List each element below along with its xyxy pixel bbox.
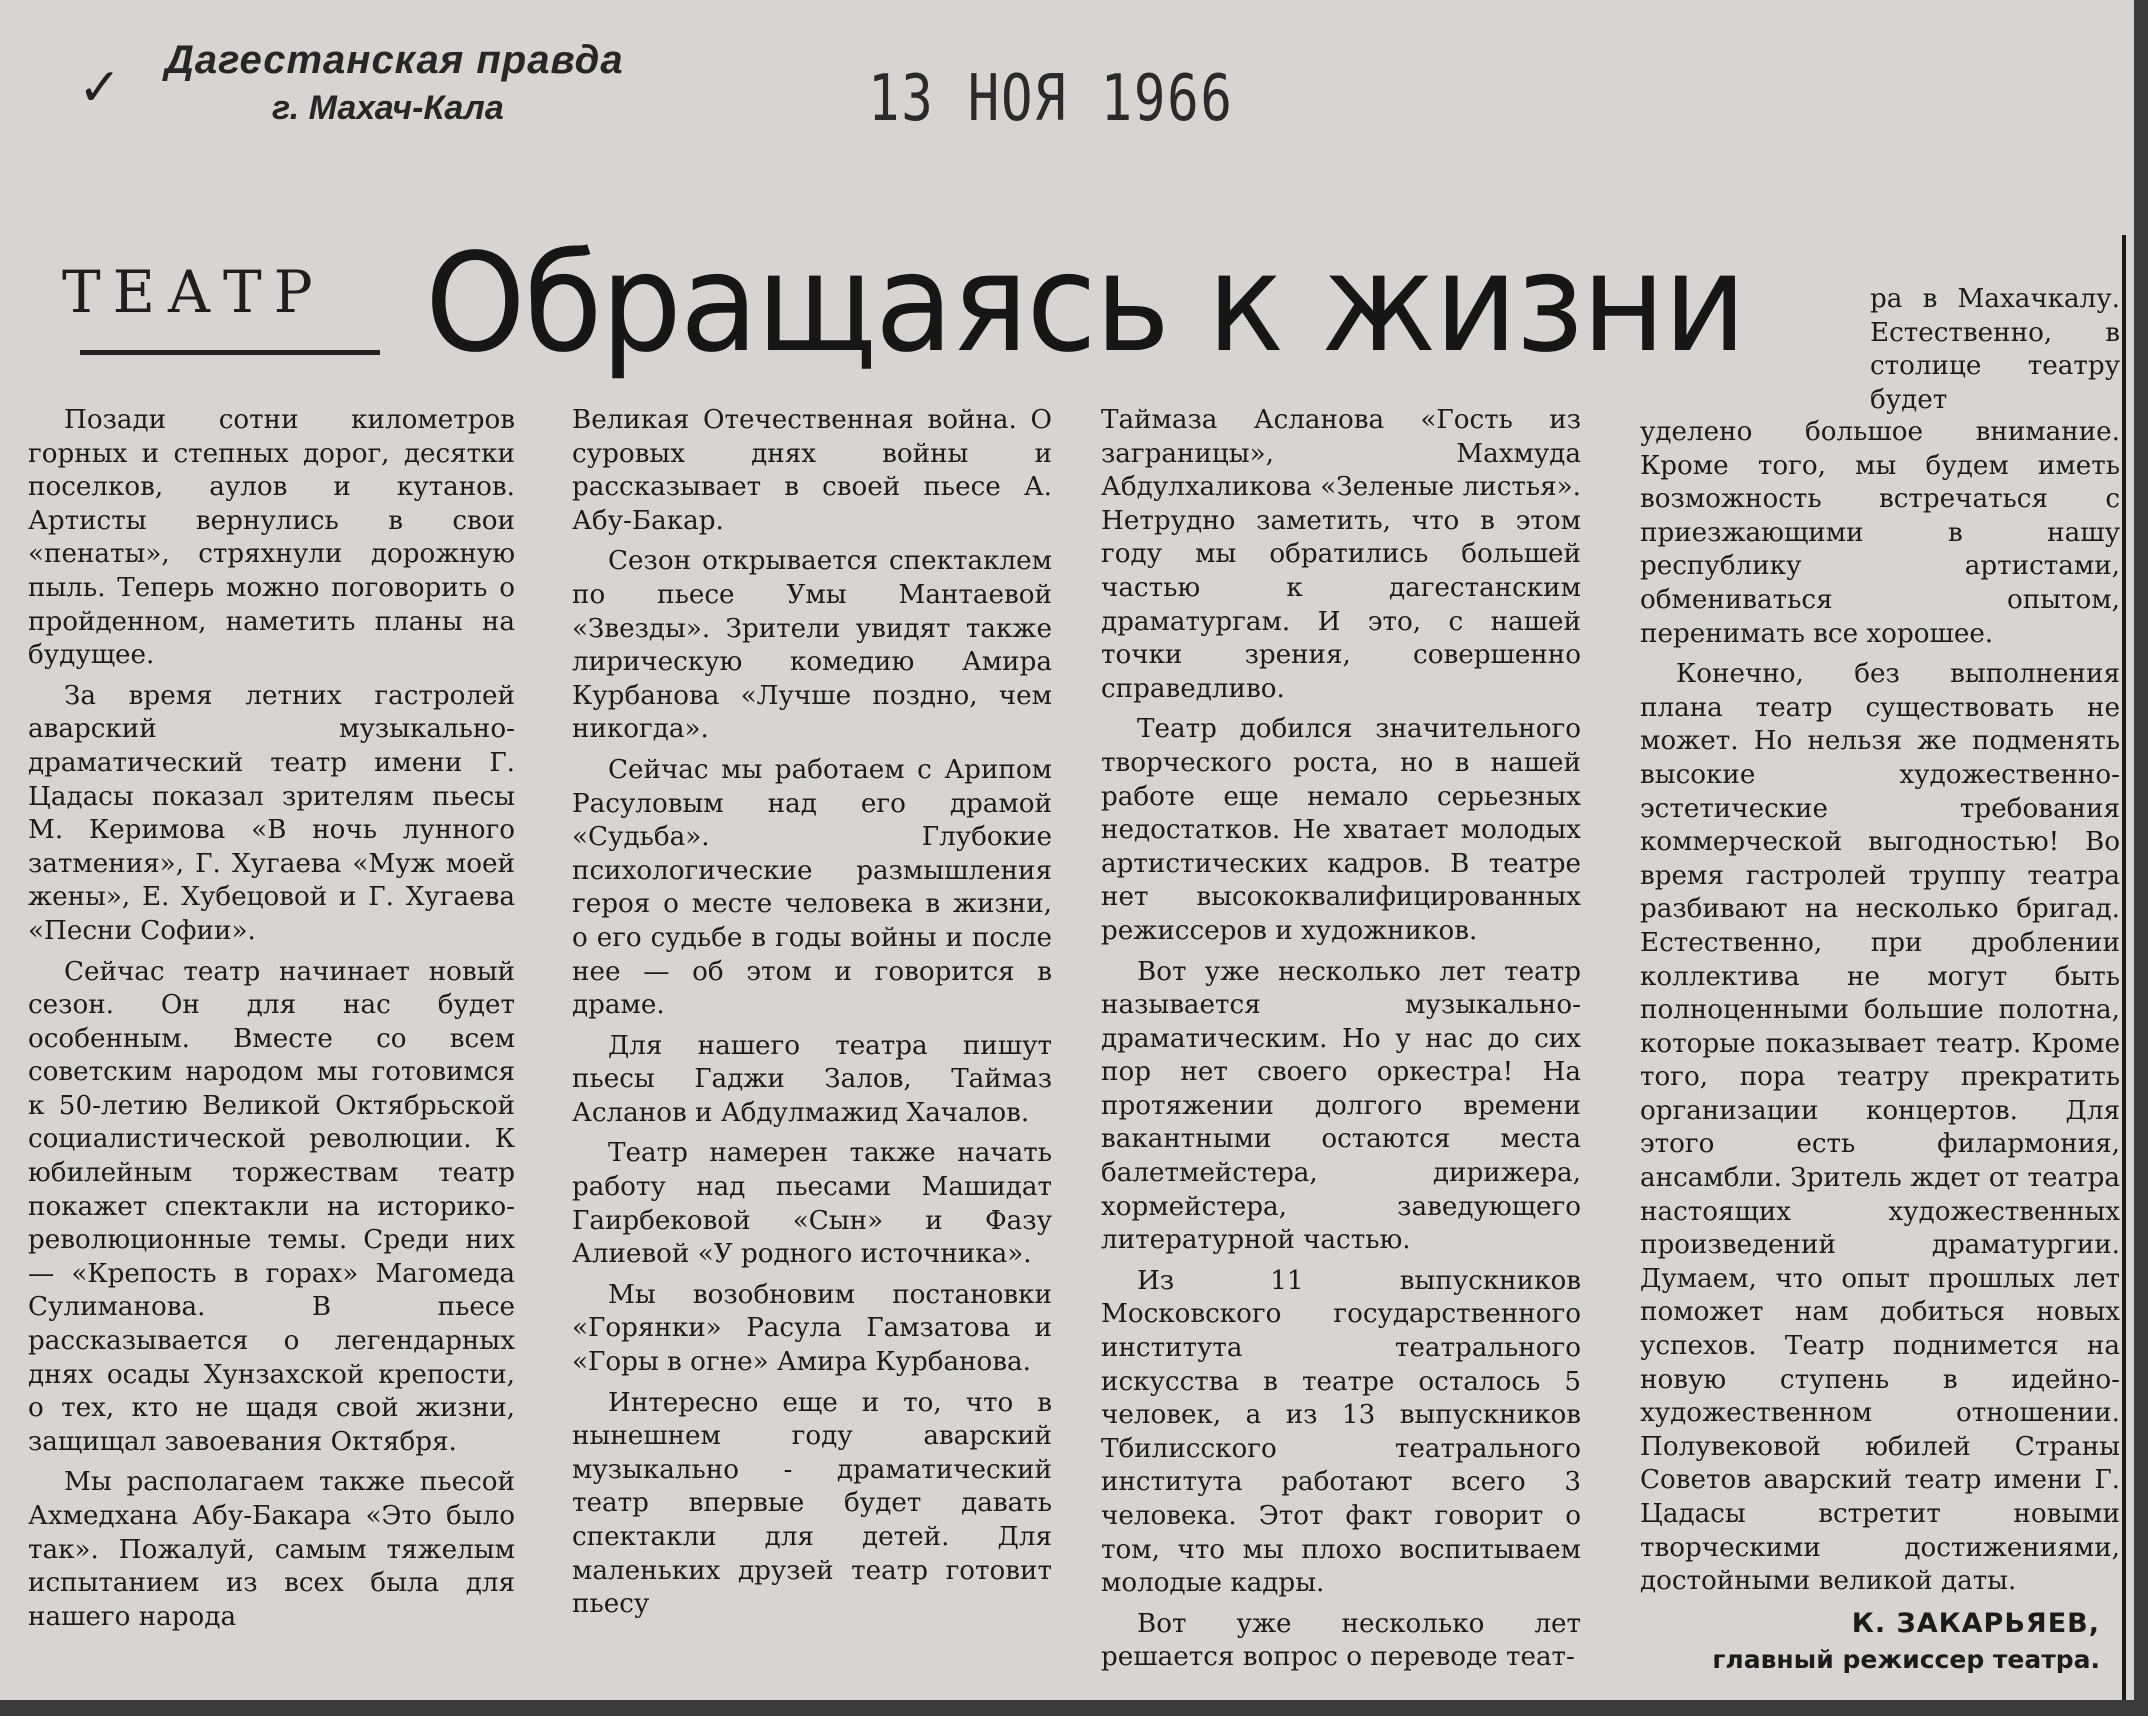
article-column-4 [1640,416,2120,1606]
paragraph: Интересно еще и то, что в нынешнем году аварский музыкально - драматический театр впервые будет давать спектакли для детей. Для маленьких друзей театр готовит пьесу [572,1387,1052,1620]
paragraph: Мы располагаем также пьесой Ахмедхана Абу-Бакара «Это было так». Пожалуй, самым тяжелым испытанием из всех была для нашего народа [28,1467,515,1632]
paragraph: Конечно, без выполнения плана театр существовать не может. Но нельзя же подменять высокие художественно-эстетические требования коммерческой выгодностью! Во время гастролей труппу театра разбивают на несколько бригад. Естественно, при дроблении коллектива не могут быть полноценными большие полотна, которые показывает театр. Кроме того, пора театру прекратить организации концертов. Для этого есть филармония, ансамбли. Зритель ждет от театра настоящих художественных произведений драматургии. Думаем, что опыт прошлых лет поможет нам добиться новых успехов. Театр поднимется на новую ступень в идейно-художественном отношении. Полувековой юбилей Страны Советов аварский театр имени Г. Цадасы встретит новыми творческими достижениями, достойными великой даты. [1640,659,2120,1597]
newspaper-stamp [165,38,624,128]
paragraph: Сейчас театр начинает новый сезон. Он для нас будет особенным. Вместе со всем советским народом мы готовимся к 50-летию Великой Октябрьской социалистической революции. К юбилейным торжествам театр покажет спектакли на историко-революционные темы. Среди них — «Крепость в горах» Магомеда Сулиманова. В пьесе рассказывается о легендарных днях осады Хунзахской крепости, о тех, кто не щадя свой жизни, защищал завоевания Октября. [28,956,515,1457]
paragraph: Театр добился значительного творческого роста, но в нашей работе еще немало серьезных недостатков. Не хватает молодых артистических кадров. В театре нет высококвалифицированных режиссеров и художников. [1101,714,1581,946]
paragraph: Великая Отечественная война. О суровых днях войны и рассказывает в своей пьесе А. Абу-Бакар. [572,405,1052,536]
paragraph: Позади сотни километров горных и степных дорог, десятки поселков, аулов и кутанов. Артисты вернулись в свои «пенаты», стряхнули дорожную пыль. Теперь можно поговорить о пройденном, наметить планы на будущее. [28,405,515,671]
paragraph: Сезон открывается спектаклем по пьесе Умы Мантаевой «Звезды». Зрители увидят также лирическую комедию Амира Курбанова «Лучше поздно, чем никогда». [572,546,1052,745]
article-column-1 [28,404,515,1641]
date-stamp: 13 НОЯ 1966 [868,62,1234,136]
article-column-3 [1101,404,1581,1682]
paragraph: Для нашего театра пишут пьесы Гаджи Залов, Таймаз Асланов и Абдулмажид Хачалов. [572,1030,1052,1128]
paragraph: Таймаза Асланова «Гость из заграницы», Махмуда Абдулхаликова «Зеленые листья». Нетрудно заметить, что в этом году мы обратились большей частью к дагестанским драматургам. И это, с нашей точки зрения, совершенно справедливо. [1101,405,1581,704]
author-position: главный режиссер театра. [1712,1645,2100,1674]
paragraph: Сейчас мы работаем с Арипом Расуловым над его драмой «Судьба». Глубокие психологические размышления героя о месте человека в жизни, о его судьбе в годы войны и после нее — об этом и говорится в драме. [572,754,1052,1021]
check-mark-icon: ✓ [78,58,122,118]
column-edge-rule [2122,235,2126,1700]
paragraph: Мы возобновим постановки «Горянки» Расула Гамзатова и «Горы в огне» Амира Курбанова. [572,1279,1052,1378]
article-column-4-top [1870,283,2120,424]
paragraph: уделено большое внимание. Кроме того, мы будем иметь возможность встречаться с приезжающими в нашу республику артистами, обмениваться опытом, перенимать все хорошее. [1640,417,2120,649]
paragraph: Театр намерен также начать работу над пьесами Машидат Гаирбековой «Сын» и Фазу Алиевой «У родного источника». [572,1138,1052,1270]
newspaper-city: г. Махач-Кала [272,89,504,127]
newspaper-name: Дагестанская правда [165,38,624,82]
rubric-label: ТЕАТР [62,258,325,326]
rubric-underline [80,350,380,355]
author-name: К. ЗАКАРЬЯЕВ, [1851,1608,2100,1639]
paragraph: За время летних гастролей аварский музыкально-драматический театр имени Г. Цадасы показал зрителям пьесы М. Керимова «В ночь лунного затмения», Г. Хугаева «Муж моей жены», Е. Хубецовой и Г. Хугаева «Песни Софии». [28,680,515,946]
article-headline: Обращаясь к жизни [425,225,1745,383]
paragraph: Вот уже несколько лет решается вопрос о переводе теат- [1101,1608,1581,1673]
author-signature [1680,1608,2100,1674]
paragraph: ра в Махачкалу. Естественно, в столице театру будет [1870,284,2120,415]
paragraph: Вот уже несколько лет театр называется музыкально-драматическим. Но у нас до сих пор нет своего оркестра! На протяжении долгого времени вакантными остаются места балетмейстера, дирижера, хормейстера, заведующего литературной частью. [1101,956,1581,1256]
paragraph: Из 11 выпускников Московского государственного института театрального искусства в театре осталось 5 человек, а из 13 выпускников Тбилисского театрального института работают всего 3 человека. Этот факт говорит о том, что мы плохо воспитываем молодые кадры. [1101,1265,1581,1599]
article-column-2 [572,404,1052,1629]
